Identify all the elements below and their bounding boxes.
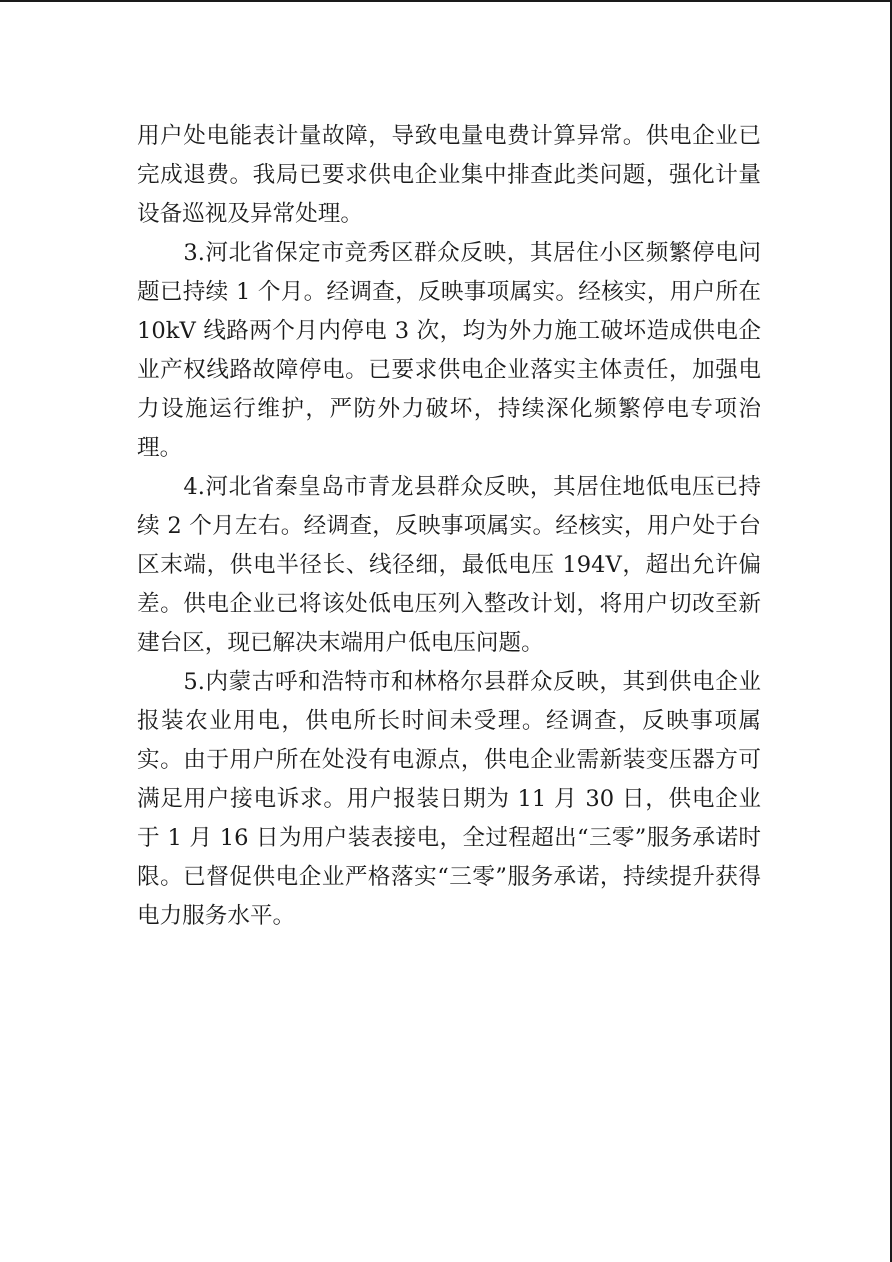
paragraph-item-5: 5.内蒙古呼和浩特市和林格尔县群众反映，其到供电企业报装农业用电，供电所长时间未受理。经调查，反映事项属实。由于用户所在处没有电源点，供电企业需新装变压器方可满足用户接电诉求。用户报装日期为 11 月 30 日，供电企业于 1 月 16 日为用户装表接电，全过程超出“三零”服务承诺时限。已督促供电企业严格落实“三零”服务承诺，持续提升获得电力服务水平。 — [137, 669, 761, 929]
paragraph-continuation: 用户处电能表计量故障，导致电量电费计算异常。供电企业已完成退费。我局已要求供电企业集中排查此类问题，强化计量设备巡视及异常处理。 — [137, 123, 761, 227]
document-body — [137, 117, 761, 936]
paragraph-item-3: 3.河北省保定市竞秀区群众反映，其居住小区频繁停电问题已持续 1 个月。经调查，反映事项属实。经核实，用户所在 10kV 线路两个月内停电 3 次，均为外力施工破坏造成供电企业产权线路故障停电。已要求供电企业落实主体责任，加强电力设施运行维护，严防外力破坏，持续深化频繁停电专项治理。 — [137, 240, 761, 461]
paragraph-item-4: 4.河北省秦皇岛市青龙县群众反映，其居住地低电压已持续 2 个月左右。经调查，反映事项属实。经核实，用户处于台区末端，供电半径长、线径细，最低电压 194V，超出允许偏差。供电企业已将该处低电压列入整改计划，将用户切改至新建台区，现已解决末端用户低电压问题。 — [137, 474, 761, 656]
top-border — [0, 0, 892, 2]
